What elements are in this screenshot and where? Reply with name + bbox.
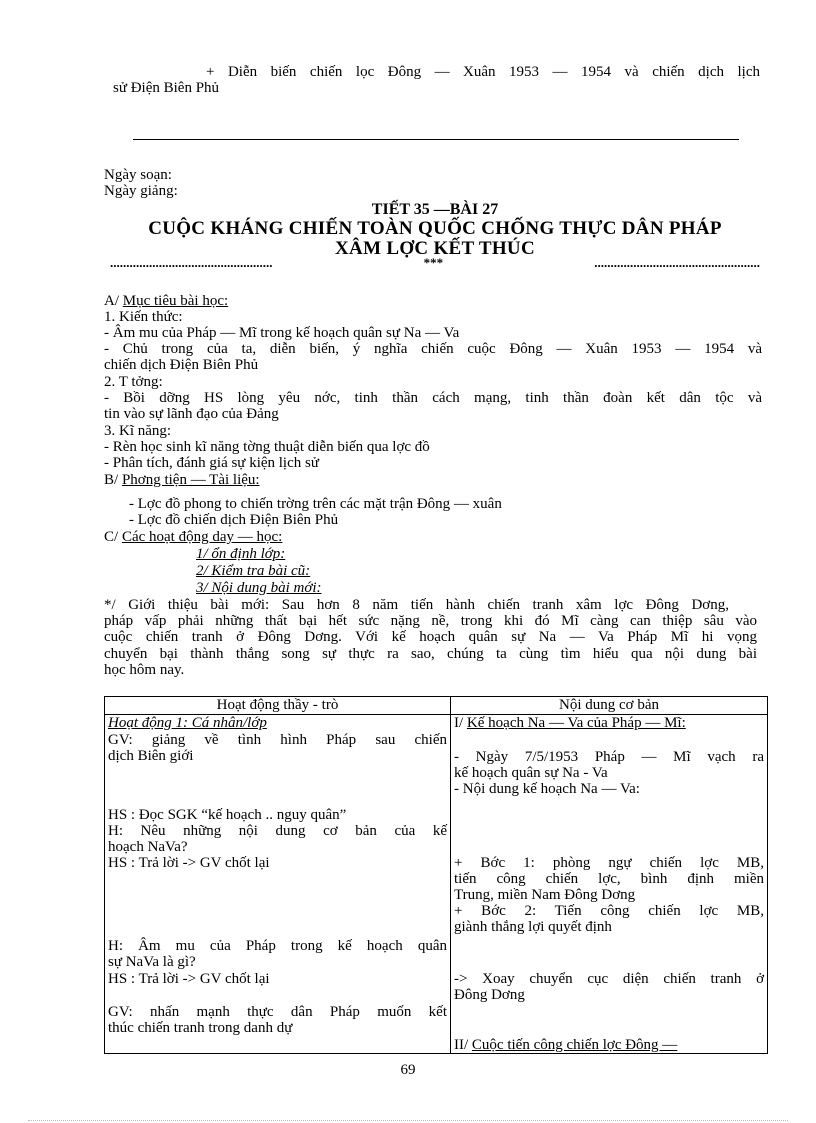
knowledge-item-2-cont: chiến dịch Điện Biên Phủ	[104, 357, 259, 373]
step-2: 2/ Kiểm tra bài cũ:	[196, 563, 311, 579]
intro-line-1: */ Giới thiệu bài mới: Sau hơn 8 năm tiến hành chiến tranh xâm lợc Đông Dơng,	[104, 597, 729, 613]
table-row	[105, 715, 768, 1054]
section-b-title: Phơng tiện — Tài liệu:	[121, 472, 260, 488]
title-dots-left: ..................................................	[110, 256, 273, 270]
content-item-2: - Nội dung kế hoạch Na — Va:	[454, 781, 640, 797]
intro-line-3: cuộc chiến tranh ở Đông Dơng. Với kế hoạch quân sự Na — Va Pháp Mĩ hi vọng	[104, 629, 757, 645]
separator-line	[133, 139, 739, 140]
step-1: 1/ ổn định lớp:	[196, 546, 286, 562]
intro-line-4: chuyển bại thành thắng song sự thực ra sao, chúng ta cùng tìm hiểu qua nội dung bài	[104, 646, 757, 662]
teacher-note-2-cont: thúc chiến tranh trong danh dự	[108, 1020, 293, 1036]
content-heading-1	[454, 715, 764, 731]
content-item-1-cont: kế hoạch quân sự Na - Va	[454, 765, 608, 781]
content-heading-1-prefix: I/	[454, 715, 467, 731]
title-stars: ***	[423, 256, 444, 270]
question-2-cont: sự NaVa là gì?	[108, 954, 196, 970]
content-item-1: - Ngày 7/5/1953 Pháp — Mĩ vạch ra	[454, 749, 764, 765]
page-number: 69	[400, 1062, 416, 1078]
section-a-title: Mục tiêu bài học:	[122, 293, 229, 309]
intro-line-2: pháp vấp phải những thất bại hết sức nặng nề, trong khi đó Mĩ càng can thiệp sâu vào	[104, 613, 757, 629]
skills-heading: 3. Kĩ năng:	[104, 423, 172, 439]
section-a-heading	[104, 293, 228, 309]
content-step-1-cont: tiến công chiến lợc, bình định miền	[454, 871, 764, 887]
step-3: 3/ Nội dung bài mới:	[196, 580, 322, 596]
content-result: -> Xoay chuyển cục diện chiến tranh ở	[454, 971, 764, 987]
teacher-note-2: GV: nhấn mạnh thực dân Pháp muốn kết	[108, 1004, 447, 1020]
section-b-heading	[104, 472, 260, 488]
student-answer-2: HS : Trả lời -> GV chốt lại	[108, 971, 270, 987]
date-taught: Ngày giảng:	[104, 183, 178, 199]
knowledge-heading: 1. Kiến thức:	[104, 309, 183, 325]
content-heading-2-title: Cuộc tiến công chiến lợc Đông —	[471, 1037, 678, 1053]
content-step-2: + Bớc 2: Tiến công chiến lợc MB,	[454, 903, 764, 919]
section-b-prefix: B/	[104, 472, 122, 488]
content-cell	[451, 715, 768, 1054]
activities-cell	[105, 715, 451, 1054]
content-result-cont: Đông Dơng	[454, 987, 525, 1003]
materials-item-2: - Lợc đồ chiến dịch Điện Biên Phủ	[129, 512, 339, 528]
materials-item-1: - Lợc đồ phong to chiến trờng trên các mặt trận Đông — xuân	[129, 496, 502, 512]
student-task-1: HS : Đọc SGK “kế hoạch .. nguy quân”	[108, 807, 347, 823]
footer-dotted-rule	[28, 1120, 788, 1121]
content-step-2-cont: giành thắng lợi quyết định	[454, 919, 612, 935]
title-dots-right: ...................................................	[594, 256, 760, 270]
top-line-1: + Diễn biến chiến lọc Đông — Xuân 1953 — 1954 và chiến dịch lịch	[206, 64, 760, 80]
header-content: Nội dung cơ bản	[451, 697, 768, 715]
lesson-title-line-1: CUỘC KHÁNG CHIẾN TOÀN QUỐC CHỐNG THỰC DÂN PHÁP	[148, 218, 722, 239]
knowledge-item-2: - Chủ trong của ta, diễn biến, ý nghĩa chiến cuộc Đông — Xuân 1953 — 1954 và	[104, 341, 762, 357]
lesson-activity-table	[104, 696, 768, 1054]
activity-label: Hoạt động 1: Cá nhân/lớp	[108, 715, 267, 731]
knowledge-item-1: - Âm mu của Pháp — Mĩ trong kế hoạch quân sự Na — Va	[104, 325, 460, 341]
section-a-prefix: A/	[104, 293, 123, 309]
teacher-note-1: GV: giảng về tình hình Pháp sau chiến	[108, 732, 447, 748]
teacher-note-1-cont: dịch Biên giới	[108, 748, 194, 764]
lesson-title-line-2: XÂM LỢC KẾT THÚC	[335, 238, 535, 259]
skills-item-1: - Rèn học sinh kĩ năng tờng thuật diễn biến qua lợc đồ	[104, 439, 430, 455]
attitude-heading: 2. T tởng:	[104, 374, 163, 390]
content-step-1: + Bớc 1: phòng ngự chiến lợc MB,	[454, 855, 764, 871]
title-divider	[110, 256, 760, 270]
lesson-number: TIẾT 35 —BÀI 27	[371, 201, 499, 218]
top-line-2: sử Điện Biên Phủ	[113, 80, 220, 96]
intro-line-5: học hôm nay.	[104, 662, 185, 678]
attitude-item-1-cont: tin vào sự lãnh đạo của Đảng	[104, 406, 279, 422]
question-1: H: Nêu những nội dung cơ bản của kế	[108, 823, 447, 839]
question-2: H: Âm mu của Pháp trong kế hoạch quân	[108, 938, 447, 954]
student-answer-1: HS : Trả lời -> GV chốt lại	[108, 855, 270, 871]
content-heading-2-prefix: II/	[454, 1037, 472, 1053]
header-activities: Hoạt động thầy - trò	[105, 697, 451, 715]
attitude-item-1: - Bồi dỡng HS lòng yêu nớc, tinh thần cách mạng, tinh thần đoàn kết dân tộc và	[104, 390, 762, 406]
section-c-heading	[104, 529, 282, 545]
section-c-title: Các hoạt động day — học:	[121, 529, 283, 545]
skills-item-2: - Phân tích, đánh giá sự kiện lịch sử	[104, 455, 319, 471]
content-step-1-cont-2: Trung, miền Nam Đông Dơng	[454, 887, 636, 903]
content-heading-2	[454, 1037, 764, 1053]
section-c-prefix: C/	[104, 529, 122, 545]
question-1-cont: hoạch NaVa?	[108, 839, 188, 855]
content-heading-1-title: Kế hoạch Na — Va của Pháp — Mĩ:	[466, 715, 686, 731]
table-header-row	[105, 697, 768, 715]
date-prepared: Ngày soạn:	[104, 167, 172, 183]
